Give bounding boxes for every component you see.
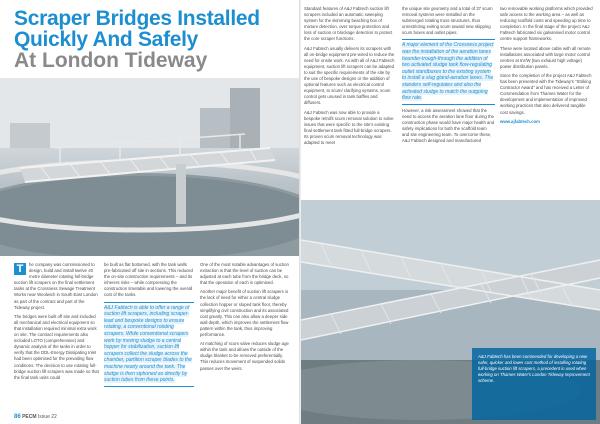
pull-quote <box>104 302 194 387</box>
left-column-3 <box>200 262 292 375</box>
paragraph: the unique site geometry and a total of 37 scum removal systems were installed on the submerged rotating truss structures, thus unrestricting exiting scum toward new skipping scum boxes and outlet pipes. <box>402 6 493 36</box>
paragraph: These were located above cable with all remote installations associated with large motor control centres at 6V/W (two exhaust high voltage) power distribution panels. <box>500 45 591 69</box>
title-subline: At London Tideway <box>14 49 208 72</box>
right-column-1 <box>304 6 396 149</box>
paragraph: Since the completion of the project A&J Fabtech has been presented with the Tideway's "Striking Contractor Award" and has received a Letter of Commendation from Thames Water for the development and implementation of improved working practices that also delivered tangible cost savings. <box>500 72 592 115</box>
left-column-2 <box>104 262 194 390</box>
photo-settlement-tank <box>0 78 299 256</box>
paragraph: be built as flat bottomed, with the tank walls pre-fabricated off site in sections. This reduced the on-site construction requirements – and its inherent risks – while compressing the construction timetable and lowering the overall cost of the tanks. <box>104 262 193 298</box>
pull-quote-text: A&J Fabtech is able to offer a range of suction lift scrapers, including scraper-lead and bespoke designs to ensure rotating, a conventional rotating scrapers. While conventional scrapers work by moving sludge to a central hopper for stabilization, suction lift scrapers collect the sludge across the chamber, partition scraper blades to the machine nearly around the tank. The sludge is then siphoned as directly by suction tubes from these points. <box>104 304 192 384</box>
photo-tank-illustration <box>0 78 299 256</box>
intro-text: he company was commissioned to design, build and install twelve 40 metre diameter rotating full-bridge suction lift scrapers on the final settlement tanks at the Crossness Sewage Treatment Works near Woolwich in South East London as part of the contract and part of the Tideway project. <box>14 262 98 310</box>
intro-paragraph <box>14 262 100 311</box>
website-link[interactable]: www.ajfabtech.com <box>500 118 540 124</box>
page-number: 86 <box>14 414 21 420</box>
paragraph: One of the most notable advantages of suction extraction is that the level of suction can be adjusted at each tube from the bridge deck, so that the operation of each is optimised. <box>200 262 289 286</box>
pull-quote-text: A major element of the Crossness project was the installation of the aeration lanes bounder-trough-through the addition of two activated sludge tank flow-regulating outlet standboxes to the existing system to install a slug gland-aeration lanes. The standers self-regulates and also the activated sludge to match the outgoing flow rate. <box>402 42 494 102</box>
paragraph: two removable working platforms which provided safe access to the working area – as well as reducing scaffold costs and speeding up time to completion. In the final stage of the project A&J Fabtech fabricated six galvanised motor control centre support frameworks. <box>500 6 593 42</box>
pull-quote <box>402 39 495 104</box>
issue-number: Issue 22 <box>37 414 57 420</box>
page-footer <box>14 413 57 421</box>
paragraph: Another major benefit of suction lift scrapers is the lack of need for either a central sludge collection hopper or sloped tank floor, thereby simplifying civil construction and its associated cost greatly. This can also allow a deeper side wall depth, which improves the settlement flow pattern within the tank, thus improving performance. <box>200 289 289 338</box>
magazine-name: PECM <box>22 414 37 420</box>
article-title <box>14 8 264 72</box>
paragraph: Standard features of A&J Fabtech suction lift scrapers included an automatic sweeping system for the skimming beaching box of mixture detection, over torque protection and loss of suction or blockage detection to protect the core scraper functions. <box>304 6 393 42</box>
title-line-1: Scraper Bridges Installed <box>14 7 260 30</box>
photo-caption <box>472 348 596 420</box>
title-line-2: Quickly And Safely <box>14 28 199 51</box>
right-column-3 <box>500 6 594 128</box>
paragraph: The bridges were built off site and included all mechanical and electrical equipment so that installation required minimal extra work on site. The contract requirements also included LOTO (comprehensive) and dynamic analysis of the tanks in order to verify that the DDL-Energy Dissipating Inlet had been optimised for the prevailing flow conditions. The decision to use rotating full-bridge suction lift scrapers was made so that the final tank units could <box>14 313 99 380</box>
dropcap: T <box>14 263 26 275</box>
paragraph: At matching of scum valve reduces sludge age within the tank and allows the outside of the sludge blanket to be removed preferentially. This reduces movement of suspended solids passes over the weirs. <box>200 341 289 371</box>
caption-text: A&J Fabtech has been commended for developing a new safer, quicker and lower cost method of installing rotating full-bridge suction lift scrapers, a precedent in used when working on Thames Water's London Tideway improvement scheme. <box>478 354 590 383</box>
left-column-1 <box>14 262 100 384</box>
paragraph: A&J Fabtech usually delivers its scrapers with all on-bridge equipment pre-wired to reduce the need for onsite work. As with all of A&J Fabtech equipment, suction lift scrapers can be adapted to suit the specific requirements of the site by the use of bespoke designs or the addition of optional features such as electrical control equipment, to scum/ clarifying systems, scum control gets unused in tank baffles and diffusers. <box>304 45 395 106</box>
paragraph: A&J Fabtech was now able to provide a bespoke retrofit scum removal solution to solve issues that were specific to the site's existing final settlement tank fitted full-bridge scrapers. Its proven scum removal technology was adapted to meet <box>304 109 394 145</box>
paragraph: However, a risk assessment showed that the need to access the aeration lane floor during the construction phase would have major health and safety implications for both the scaffold team and site engineering team. To overcome these, A&J Fabtech designed and manufactured <box>402 107 495 144</box>
right-column-2 <box>402 6 495 147</box>
